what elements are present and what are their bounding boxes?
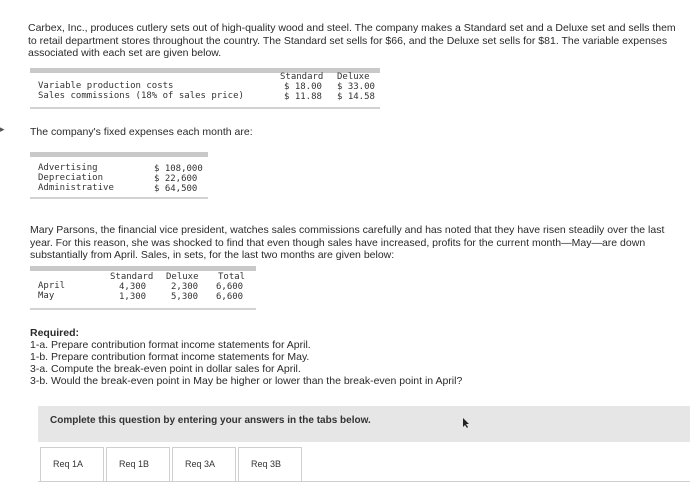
mary-paragraph: Mary Parsons, the financial vice president, watches sales commissions carefully and has noted that they have risen steadily over the last year. For this reason, she was shocked to find that even though sales have increased, profits for the current month—May—are down substantially from April. Sales, in sets, for the last two months are given below: xyxy=(30,224,665,261)
header-total: Total xyxy=(218,272,246,282)
chevron-right-icon: ▸ xyxy=(0,124,5,134)
instruction-text: Complete this question by entering your answers in the tabs below. xyxy=(50,415,371,426)
row-label-advertising: Advertising xyxy=(38,163,98,173)
tab-label: Req 3B xyxy=(251,459,282,469)
required-item-1a: 1-a. Prepare contribution format income statements for April. xyxy=(30,339,311,351)
header-deluxe: Deluxe xyxy=(166,272,199,282)
tab-baseline xyxy=(38,481,690,482)
header-deluxe: Deluxe xyxy=(337,72,370,82)
table-bottom-rule xyxy=(30,308,256,310)
cell-standard-variable: $ 18.00 xyxy=(284,82,322,92)
sales-table xyxy=(30,266,258,314)
tab-req-3b[interactable] xyxy=(238,447,302,482)
cursor-icon xyxy=(462,418,470,428)
header-standard: Standard xyxy=(110,272,154,282)
required-item-3a: 3-a. Compute the break-even point in dollar sales for April. xyxy=(30,363,301,375)
tab-req-3a[interactable] xyxy=(172,447,236,482)
cell-administrative: $ 64,500 xyxy=(154,184,198,194)
table-top-bar xyxy=(30,68,380,73)
required-item-3b: 3-b. Would the break-even point in May be higher or lower than the break-even point in April? xyxy=(30,375,463,387)
tab-req-1a[interactable] xyxy=(40,447,104,482)
cell-april-total: 6,600 xyxy=(216,282,244,292)
tab-label: Req 1A xyxy=(53,459,84,469)
row-label-april: April xyxy=(38,281,66,291)
cell-may-standard: 1,300 xyxy=(119,292,147,302)
fixed-intro: The company's fixed expenses each month are: xyxy=(30,126,253,138)
cell-april-deluxe: 2,300 xyxy=(171,282,199,292)
variable-expense-table xyxy=(30,68,380,114)
table-top-bar xyxy=(30,266,256,271)
cell-may-total: 6,600 xyxy=(216,292,244,302)
tab-req-1b[interactable] xyxy=(106,447,170,482)
cell-deluxe-commission: $ 14.58 xyxy=(337,92,375,102)
row-label-administrative: Administrative xyxy=(38,183,114,193)
table-bottom-rule xyxy=(30,197,208,199)
instruction-banner xyxy=(38,406,690,442)
intro-paragraph: Carbex, Inc., produces cutlery sets out of high-quality wood and steel. The company makes a Standard set and a Deluxe set and sells them to retail department stores throughout the country. The Standard set sells for $66, and the Deluxe set sells for $81. The variable expenses associated with each set are given below. xyxy=(28,22,676,59)
row-label-may: May xyxy=(38,291,55,301)
fixed-expense-table xyxy=(30,152,210,200)
row-label-sales-commissions: Sales commissions (18% of sales price) xyxy=(38,91,244,101)
cell-may-deluxe: 5,300 xyxy=(171,292,199,302)
tab-label: Req 3A xyxy=(185,459,216,469)
required-item-1b: 1-b. Prepare contribution format income statements for May. xyxy=(30,351,310,363)
cell-deluxe-variable: $ 33.00 xyxy=(337,82,375,92)
cell-standard-commission: $ 11.88 xyxy=(284,92,322,102)
tab-label: Req 1B xyxy=(119,459,150,469)
table-top-bar xyxy=(30,152,208,157)
row-label-depreciation: Depreciation xyxy=(38,173,104,183)
required-heading: Required: xyxy=(30,327,80,339)
cell-advertising: $ 108,000 xyxy=(154,164,203,174)
table-bottom-rule xyxy=(30,107,380,109)
cell-april-standard: 4,300 xyxy=(119,282,147,292)
row-label-variable-production: Variable production costs xyxy=(38,81,174,91)
header-standard: Standard xyxy=(280,72,324,82)
cell-depreciation: $ 22,600 xyxy=(154,174,198,184)
